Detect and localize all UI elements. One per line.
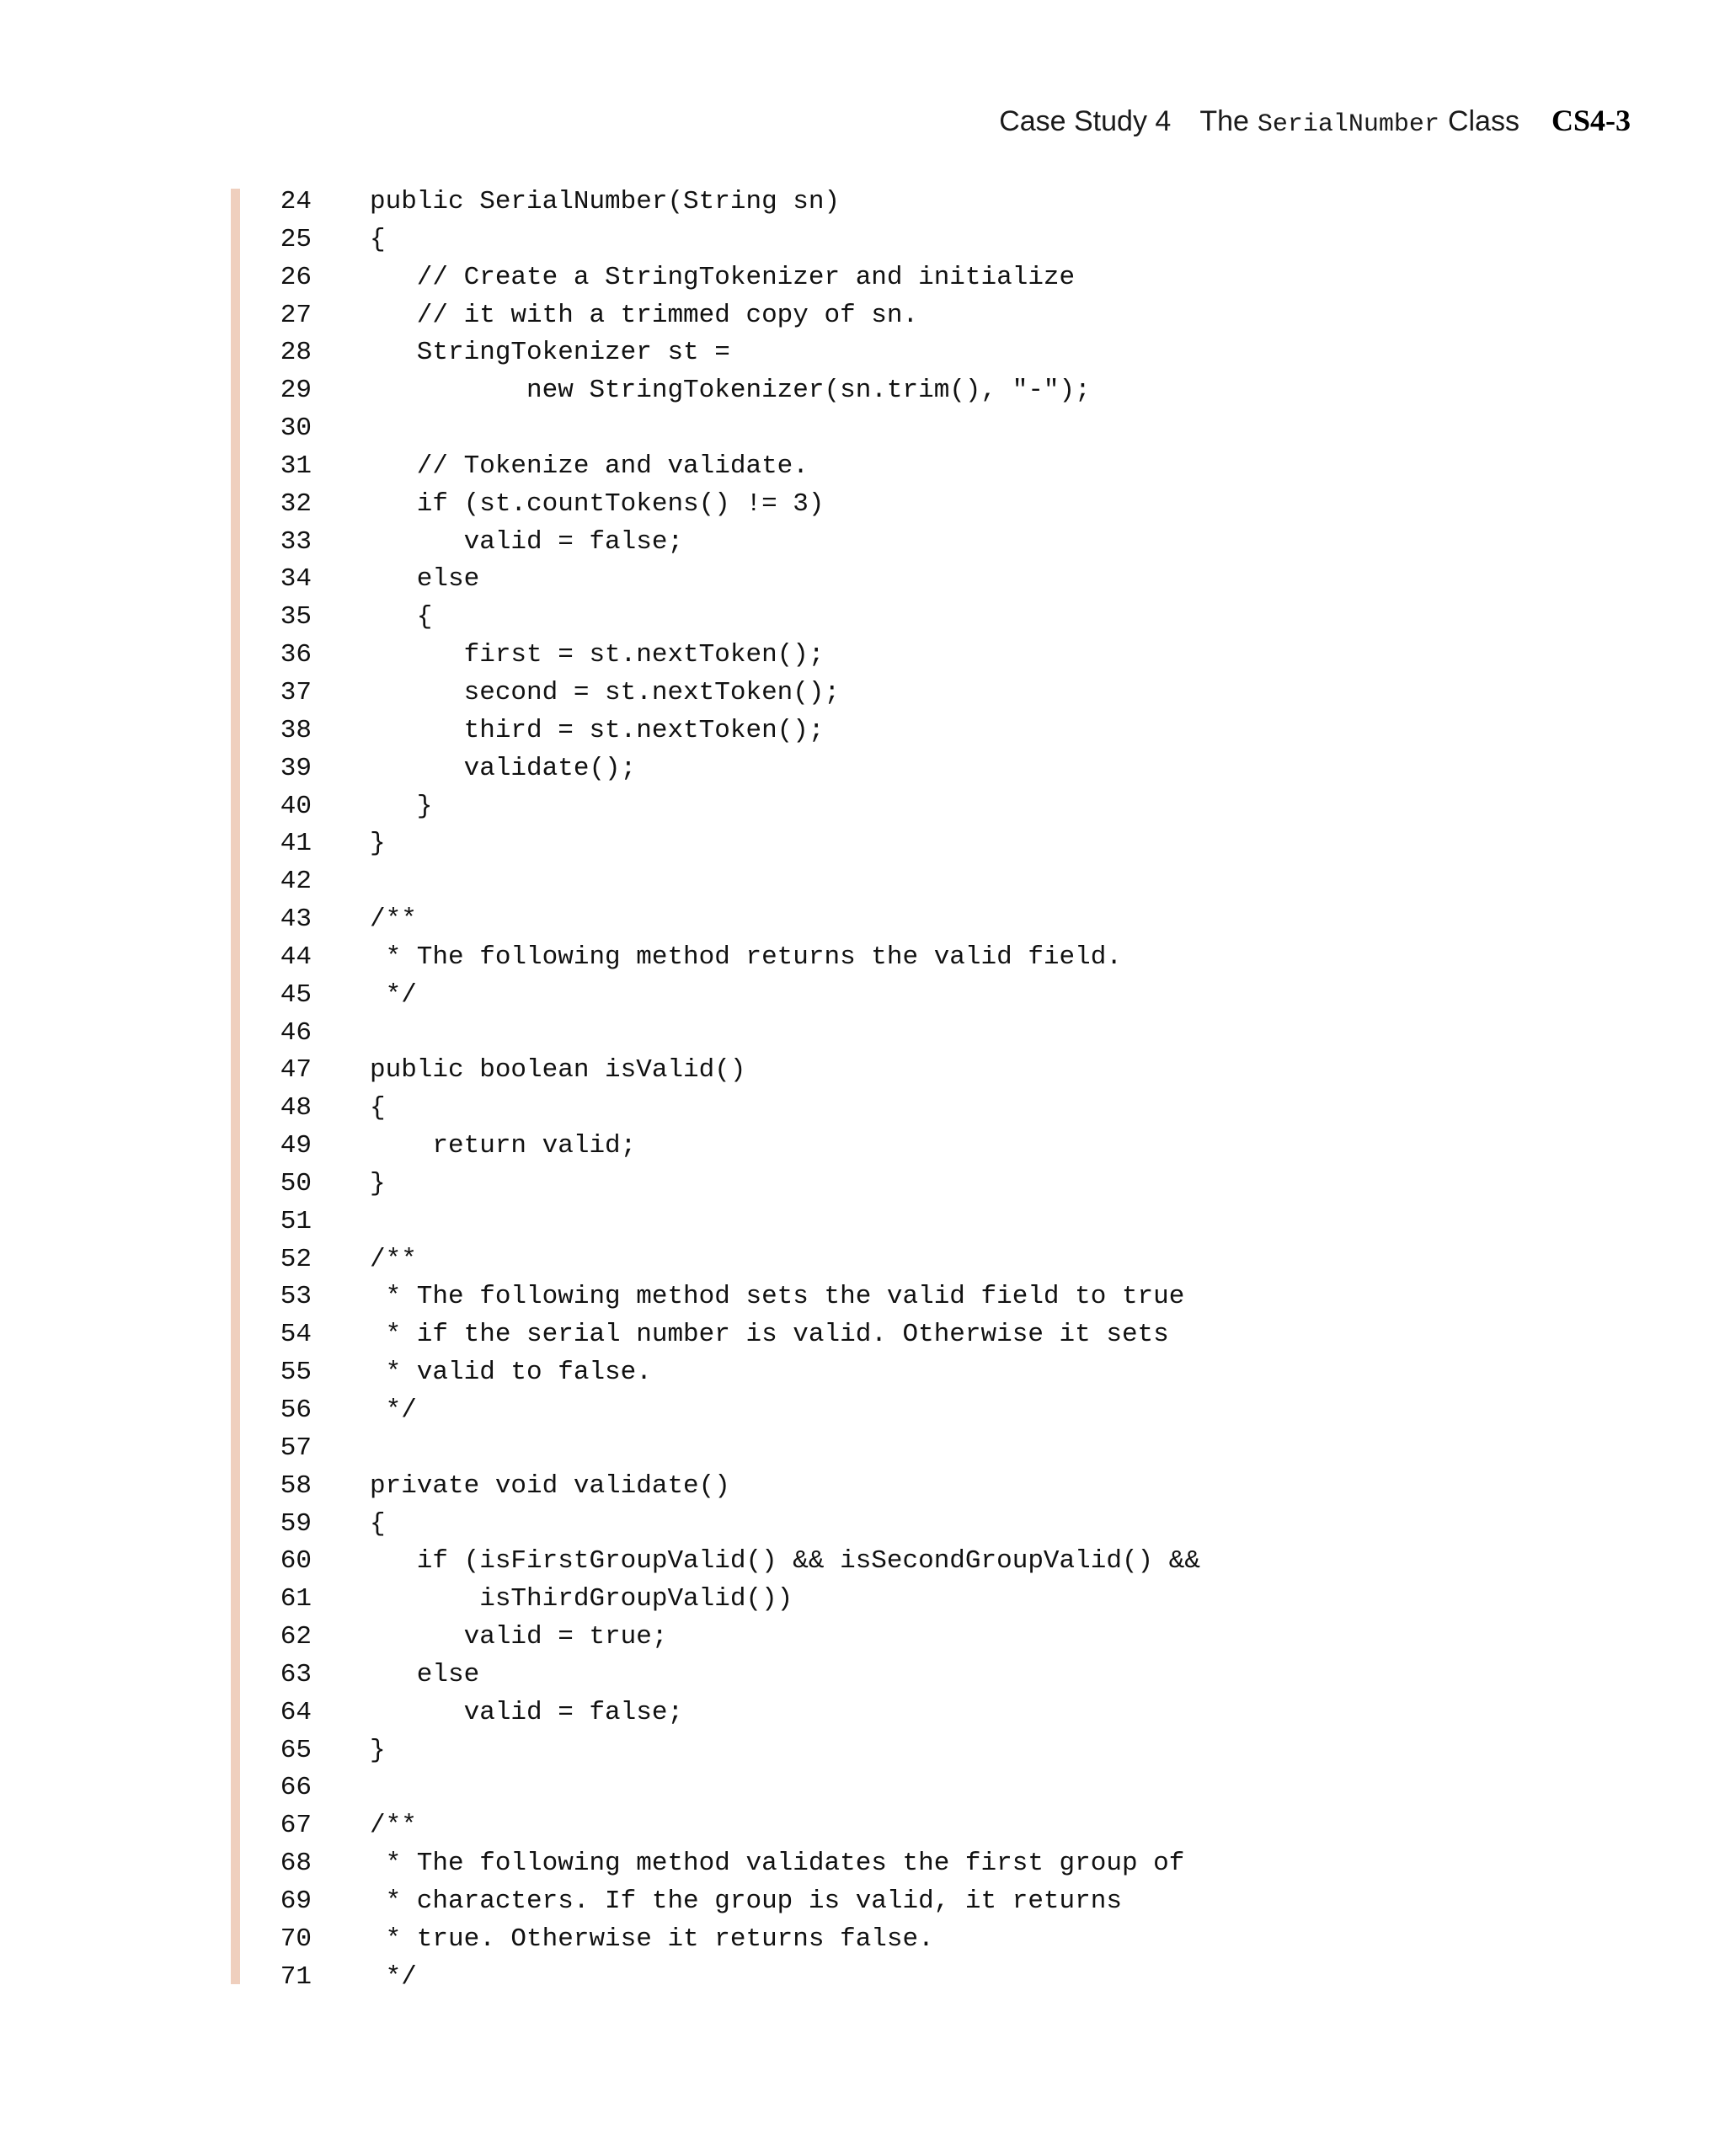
- line-number: 69: [280, 1886, 312, 1916]
- line-number: 62: [280, 1622, 312, 1652]
- code-line: [253, 1203, 1516, 1241]
- code-text: // Create a StringTokenizer and initialize: [370, 262, 1076, 292]
- line-number: 61: [280, 1584, 312, 1614]
- line-number: 33: [280, 526, 312, 557]
- line-number: 57: [280, 1433, 312, 1463]
- code-line: [253, 1392, 1516, 1430]
- line-number: 27: [280, 300, 312, 330]
- code-line: [253, 1657, 1516, 1694]
- line-number: 43: [280, 905, 312, 935]
- line-number: 63: [280, 1659, 312, 1689]
- line-number: 45: [280, 979, 312, 1010]
- code-text: }: [370, 1168, 386, 1198]
- code-line: [253, 1883, 1516, 1921]
- code-line: [253, 1468, 1516, 1506]
- code-line: [253, 750, 1516, 788]
- line-number: 35: [280, 602, 312, 632]
- line-number: 42: [280, 867, 312, 897]
- code-line: [253, 1241, 1516, 1279]
- code-listing-bar: [231, 189, 240, 1984]
- code-text: second = st.nextToken();: [370, 677, 841, 707]
- code-text: */: [370, 1396, 417, 1425]
- line-number: 51: [280, 1206, 312, 1236]
- line-number: 56: [280, 1396, 312, 1425]
- code-text: private void validate(): [370, 1470, 730, 1501]
- line-number: 25: [280, 224, 312, 254]
- line-number: 54: [280, 1320, 312, 1350]
- code-text: {: [370, 1508, 386, 1539]
- code-text: * The following method returns the valid field.: [370, 942, 1122, 972]
- line-number: 24: [280, 187, 312, 216]
- line-number: 70: [280, 1924, 312, 1954]
- code-line: [253, 297, 1516, 335]
- case-study-label: Case Study 4: [999, 105, 1172, 137]
- line-number: 58: [280, 1470, 312, 1501]
- code-text: else: [370, 1659, 480, 1689]
- code-text: // Tokenize and validate.: [370, 451, 809, 481]
- code-line: [253, 1619, 1516, 1657]
- line-number: 37: [280, 677, 312, 707]
- line-number: 47: [280, 1055, 312, 1086]
- code-line: [253, 1506, 1516, 1544]
- code-line: [253, 1769, 1516, 1807]
- line-number: 29: [280, 376, 312, 406]
- code-text: }: [370, 791, 433, 821]
- code-line: [253, 1581, 1516, 1619]
- line-number: 48: [280, 1093, 312, 1123]
- code-line: [253, 599, 1516, 637]
- code-line: [253, 788, 1516, 826]
- code-line: [253, 1845, 1516, 1883]
- title-suffix: Class: [1447, 105, 1519, 137]
- code-line: [253, 259, 1516, 297]
- code-text: * true. Otherwise it returns false.: [370, 1924, 934, 1954]
- code-text: /**: [370, 905, 417, 935]
- code-line: [253, 1921, 1516, 1959]
- line-number: 30: [280, 414, 312, 444]
- line-number: 49: [280, 1131, 312, 1161]
- code-text: valid = false;: [370, 526, 684, 557]
- code-line: [253, 1543, 1516, 1581]
- code-line: [253, 1959, 1516, 1997]
- code-text: {: [370, 602, 433, 632]
- code-line: [253, 1090, 1516, 1128]
- code-text: */: [370, 1961, 417, 1992]
- line-number: 39: [280, 753, 312, 783]
- page-number: CS4-3: [1551, 104, 1631, 137]
- code-line: [253, 1128, 1516, 1166]
- code-line: [253, 1052, 1516, 1090]
- line-number: 59: [280, 1508, 312, 1539]
- line-number: 32: [280, 488, 312, 519]
- code-line: [253, 524, 1516, 562]
- code-text: StringTokenizer st =: [370, 338, 730, 368]
- line-number: 46: [280, 1017, 312, 1048]
- code-line: [253, 1732, 1516, 1770]
- code-line: [253, 184, 1516, 221]
- line-number: 36: [280, 640, 312, 670]
- code-text: * characters. If the group is valid, it returns: [370, 1886, 1122, 1916]
- code-line: [253, 675, 1516, 712]
- code-line: [253, 901, 1516, 939]
- line-number: 64: [280, 1697, 312, 1727]
- code-text: {: [370, 224, 386, 254]
- line-number: 26: [280, 262, 312, 292]
- code-text: valid = false;: [370, 1697, 684, 1727]
- code-text: if (st.countTokens() != 3): [370, 488, 825, 519]
- line-number: 40: [280, 791, 312, 821]
- code-line: [253, 221, 1516, 259]
- code-line: [253, 1694, 1516, 1732]
- code-text: // it with a trimmed copy of sn.: [370, 300, 919, 330]
- line-number: 44: [280, 942, 312, 972]
- code-line: [253, 977, 1516, 1015]
- line-number: 71: [280, 1961, 312, 1992]
- code-text: */: [370, 979, 417, 1010]
- line-number: 68: [280, 1849, 312, 1879]
- code-text: /**: [370, 1244, 417, 1274]
- line-number: 28: [280, 338, 312, 368]
- line-number: 60: [280, 1546, 312, 1577]
- code-text: if (isFirstGroupValid() && isSecondGroupValid() &&: [370, 1546, 1200, 1577]
- code-line: [253, 334, 1516, 372]
- code-text: return valid;: [370, 1131, 637, 1161]
- code-line: [253, 1166, 1516, 1203]
- line-number: 53: [280, 1282, 312, 1312]
- code-line: [253, 1316, 1516, 1354]
- code-line: [253, 863, 1516, 901]
- code-text: third = st.nextToken();: [370, 715, 825, 745]
- code-text: }: [370, 1735, 386, 1765]
- code-text: validate();: [370, 753, 637, 783]
- code-text: isThirdGroupValid()): [370, 1584, 793, 1614]
- code-text: {: [370, 1093, 386, 1123]
- code-line: [253, 825, 1516, 863]
- code-text: new StringTokenizer(sn.trim(), "-");: [370, 376, 1091, 406]
- code-text: valid = true;: [370, 1622, 668, 1652]
- code-text: }: [370, 829, 386, 859]
- code-line: [253, 712, 1516, 750]
- code-line: [253, 372, 1516, 410]
- code-text: * The following method sets the valid field to true: [370, 1282, 1185, 1312]
- code-line: [253, 1278, 1516, 1316]
- line-number: 67: [280, 1811, 312, 1841]
- line-number: 52: [280, 1244, 312, 1274]
- code-line: [253, 939, 1516, 977]
- code-line: [253, 1430, 1516, 1468]
- code-line: [253, 486, 1516, 524]
- code-line: [253, 561, 1516, 599]
- line-number: 41: [280, 829, 312, 859]
- line-number: 34: [280, 564, 312, 595]
- line-number: 38: [280, 715, 312, 745]
- code-text: public boolean isValid(): [370, 1055, 746, 1086]
- line-number: 66: [280, 1773, 312, 1803]
- code-text: * if the serial number is valid. Otherwise it sets: [370, 1320, 1169, 1350]
- code-line: [253, 1354, 1516, 1392]
- code-text: first = st.nextToken();: [370, 640, 825, 670]
- code-line: [253, 637, 1516, 675]
- code-text: * valid to false.: [370, 1358, 652, 1388]
- code-line: [253, 448, 1516, 486]
- line-number: 55: [280, 1358, 312, 1388]
- line-number: 31: [280, 451, 312, 481]
- code-line: [253, 1015, 1516, 1053]
- code-text: /**: [370, 1811, 417, 1841]
- line-number: 50: [280, 1168, 312, 1198]
- code-listing: [253, 184, 1516, 1997]
- code-line: [253, 410, 1516, 448]
- code-text: else: [370, 564, 480, 595]
- code-text: public SerialNumber(String sn): [370, 187, 841, 216]
- line-number: 65: [280, 1735, 312, 1765]
- class-name: SerialNumber: [1257, 110, 1439, 139]
- running-head: [999, 103, 1631, 145]
- code-line: [253, 1807, 1516, 1845]
- code-text: * The following method validates the first group of: [370, 1849, 1185, 1879]
- title-prefix: The: [1199, 105, 1249, 137]
